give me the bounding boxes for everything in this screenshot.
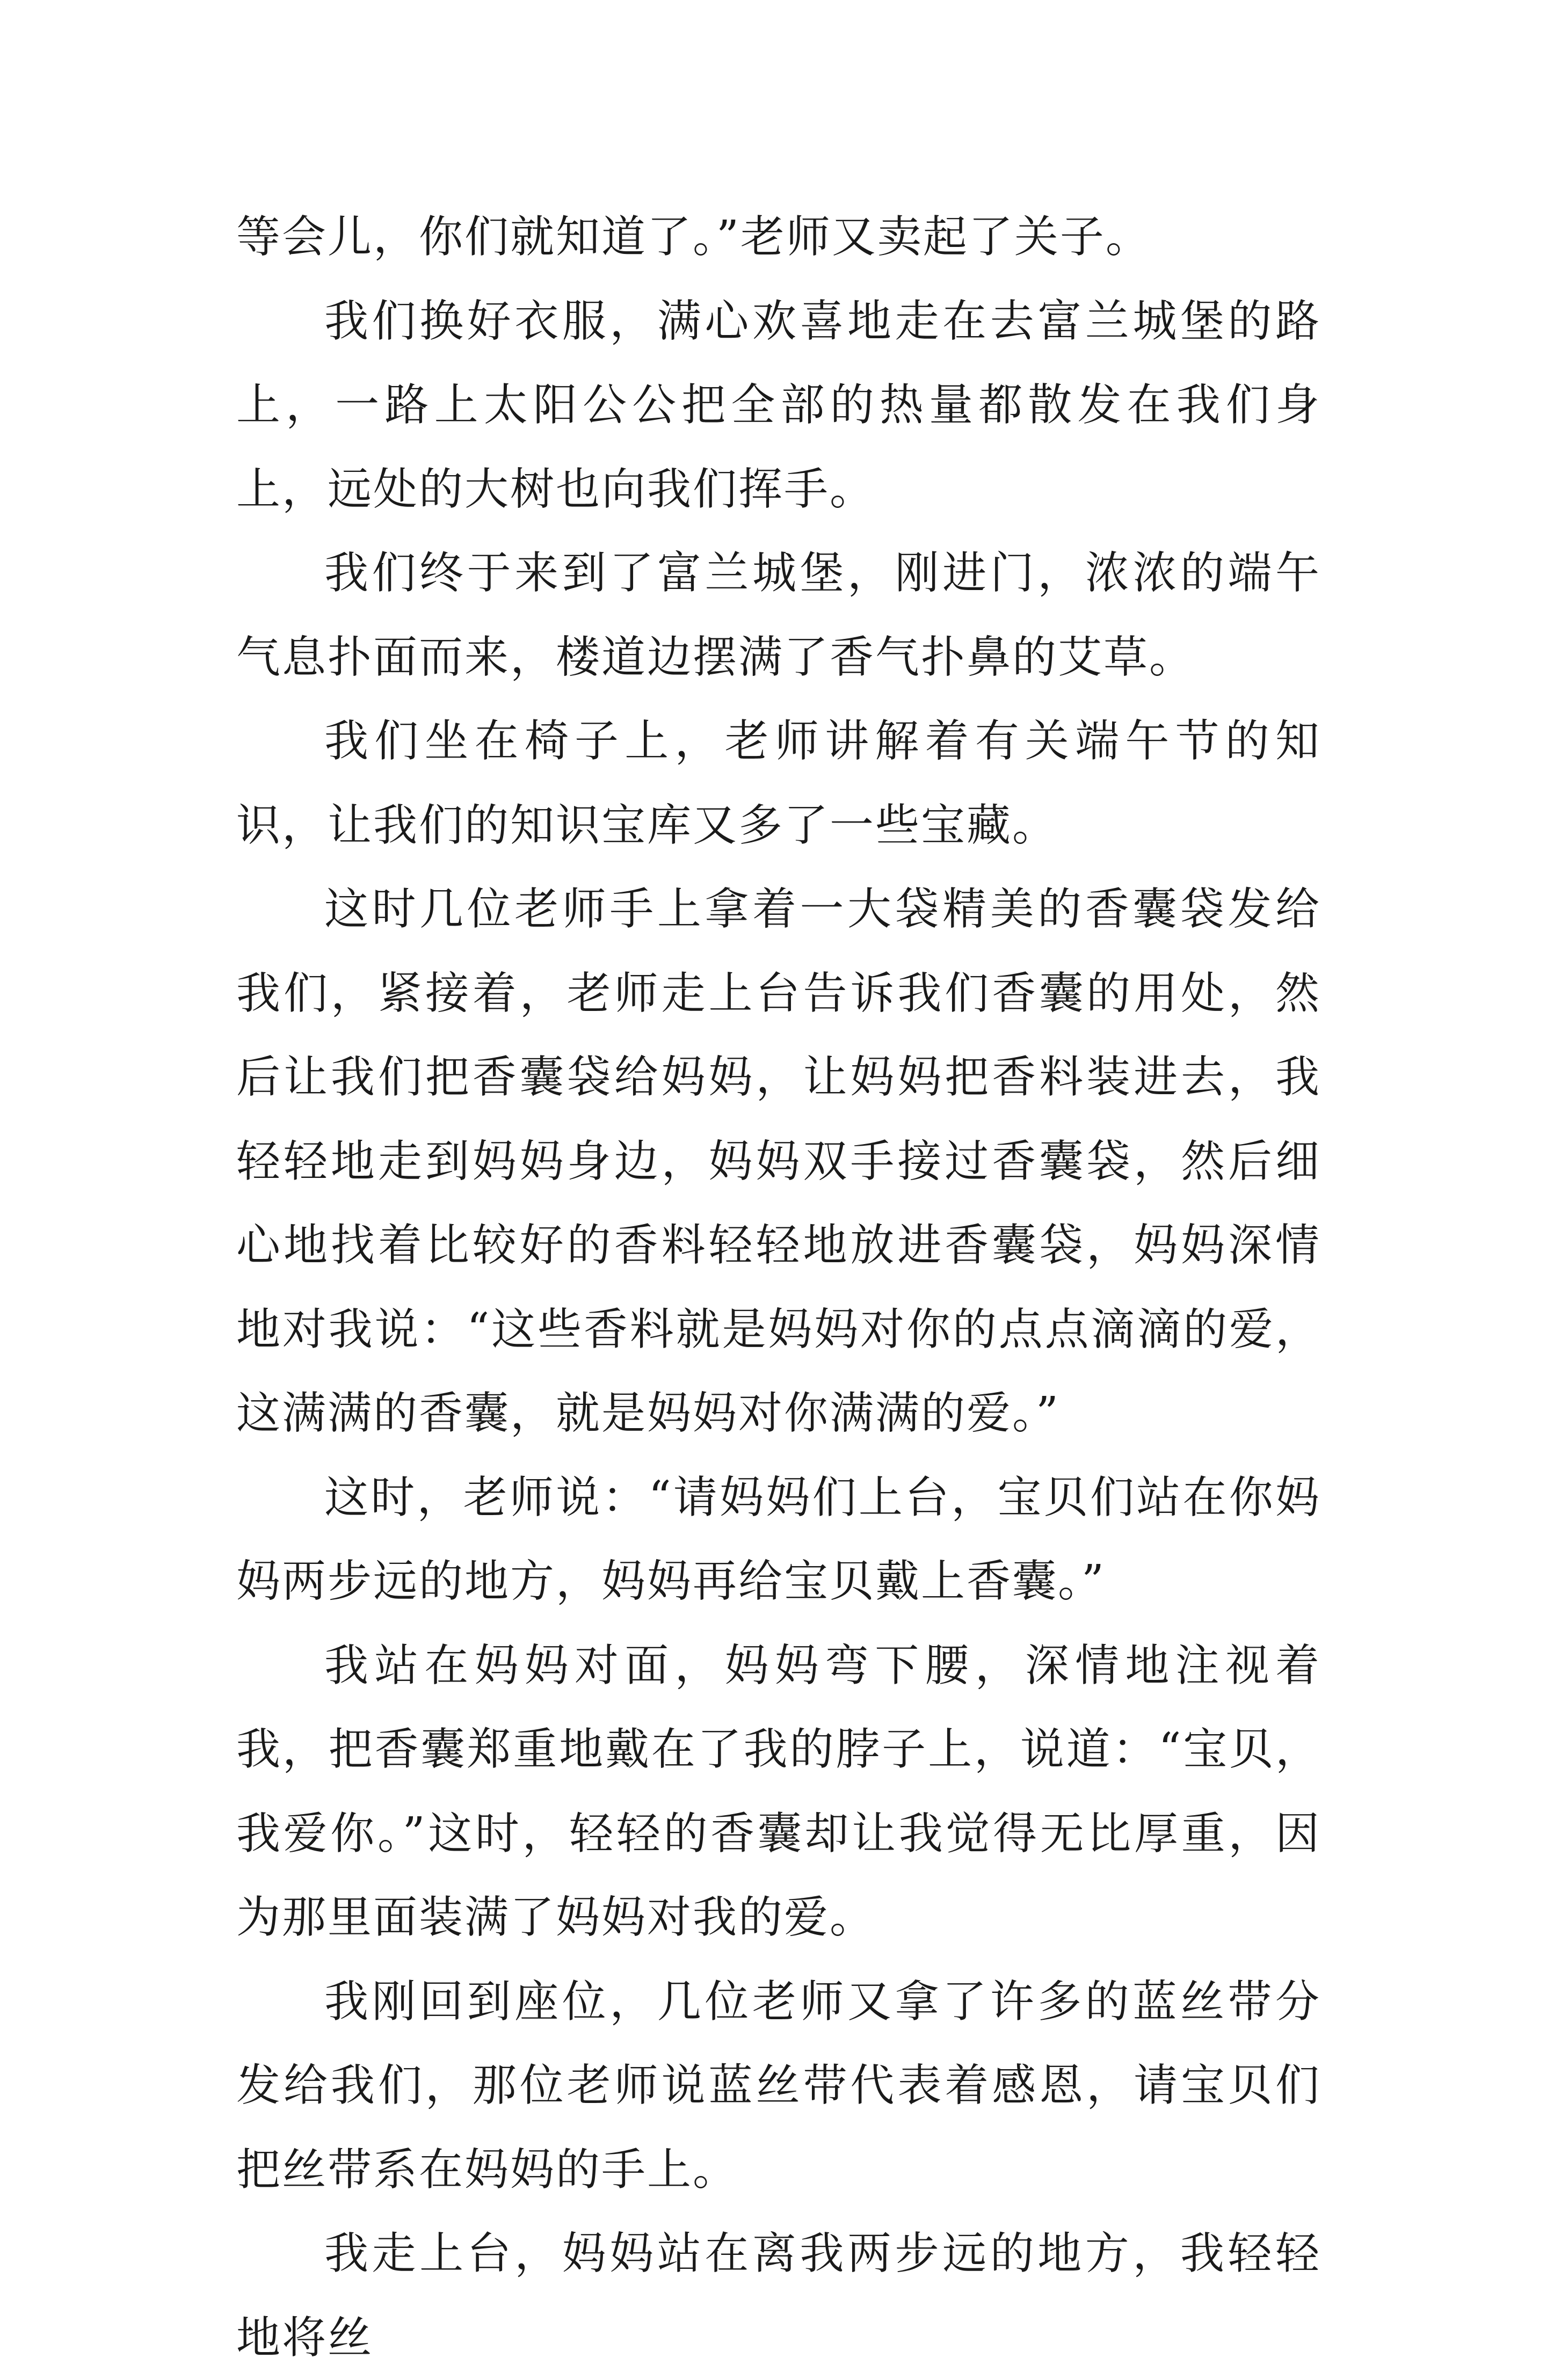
paragraph-6: 这时，老师说：“请妈妈们上台，宝贝们站在你妈妈两步远的地方，妈妈再给宝贝戴上香囊。” [236,1472,1321,1607]
paragraph-8: 我刚回到座位，几位老师又拿了许多的蓝丝带分发给我们，那位老师说蓝丝带代表着感恩，请宝贝们把丝带系在妈妈的手上。 [236,1976,1321,2195]
paragraph-4: 我们坐在椅子上，老师讲解着有关端午节的知识，让我们的知识宝库又多了一些宝藏。 [236,716,1321,851]
paragraph-7: 我站在妈妈对面，妈妈弯下腰，深情地注视着我，把香囊郑重地戴在了我的脖子上，说道：“宝贝，我爱你。”这时，轻轻的香囊却让我觉得无比厚重，因为那里面装满了妈妈对我的爱。 [236,1640,1321,1943]
paragraph-1: 等会儿，你们就知道了。”老师又卖起了关子。 [236,212,1151,263]
paragraph-2: 我们换好衣服，满心欢喜地走在去富兰城堡的路上，一路上太阳公公把全部的热量都散发在我们身上，远处的大树也向我们挥手。 [236,295,1321,515]
paragraph-5: 这时几位老师手上拿着一大袋精美的香囊袋发给我们，紧接着，老师走上台告诉我们香囊的用处，然后让我们把香囊袋给妈妈，让妈妈把香料装进去，我轻轻地走到妈妈身边，妈妈双手接过香囊袋，然后细心地找着比较好的香料轻轻地放进香囊袋，妈妈深情地对我说：“这些香料就是妈妈对你的点点滴滴的爱，这满满的香囊，就是妈妈对你满满的爱。” [236,884,1321,1439]
paragraph-3: 我们终于来到了富兰城堡，刚进门，浓浓的端午气息扑面而来，楼道边摆满了香气扑鼻的艾草。 [236,548,1321,683]
document-body [236,195,1321,2380]
paragraph-9: 我走上台，妈妈站在离我两步远的地方，我轻轻地将丝 [236,2228,1321,2363]
